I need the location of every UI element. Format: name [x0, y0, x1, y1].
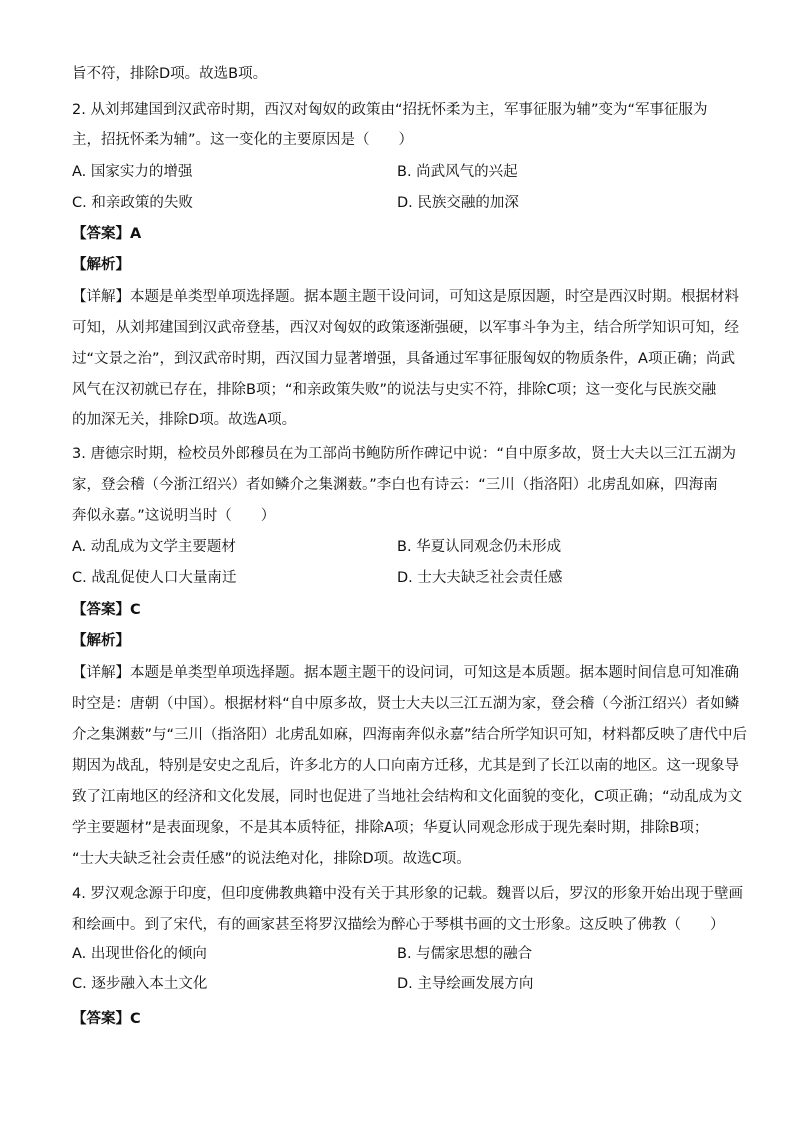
answer-option: C. 和亲政策的失败: [72, 195, 193, 211]
section-heading: 【答案】A: [72, 226, 142, 242]
paragraph-line: 奔似永嘉。”这说明当时（ ）: [72, 508, 276, 524]
paragraph-line: 期因为战乱，特别是安史之乱后，许多北方的人口向南方迁移，尤其是到了长江以南的地区。这一现象导: [72, 758, 739, 774]
paragraph-line: 学主要题材”是表面现象，不是其本质特征，排除A项；华夏认同观念形成于现先秦时期，排除B项；: [72, 820, 709, 836]
paragraph-line: 和绘画中。到了宋代，有的画家甚至将罗汉描绘为醉心于琴棋书画的文士形象。这反映了佛教（ ）: [72, 917, 725, 933]
paragraph-line: 过“文景之治”，到汉武帝时期，西汉国力显著增强，具备通过军事征服匈奴的物质条件，A项正确；尚武: [72, 351, 735, 367]
answer-option: D. 主导绘画发展方向: [397, 976, 534, 992]
answer-option: D. 民族交融的加深: [397, 195, 519, 211]
answer-option: A. 动乱成为文学主要题材: [72, 539, 236, 555]
paragraph-line: 时空是：唐朝（中国）。根据材料“自中原多故，贤士大夫以三江五湖为家，登会稽（今浙江绍兴）者如鳞: [72, 696, 740, 712]
paragraph-line: 【详解】本题是单类型单项选择题。据本题主题干设问词，可知这是原因题，时空是西汉时期。根据材料: [72, 289, 739, 305]
answer-option: B. 华夏认同观念仍未形成: [397, 539, 562, 555]
paragraph-line: 2. 从刘邦建国到汉武帝时期，西汉对匈奴的政策由“招抚怀柔为主，军事征服为辅”变为“军事征服为: [72, 102, 708, 118]
paragraph-line: 家，登会稽（今浙江绍兴）者如鳞介之集渊薮。”李白也有诗云：“三川（指洛阳）北虏乱如麻，四海南: [72, 477, 718, 493]
answer-option: A. 国家实力的增强: [72, 164, 193, 180]
paragraph-line: 4. 罗汉观念源于印度，但印度佛教典籍中没有关于其形象的记载。魏晋以后，罗汉的形象开始出现于壁画: [72, 886, 743, 902]
answer-option: B. 与儒家思想的融合: [397, 946, 533, 962]
answer-option: D. 士大夫缺乏社会责任感: [397, 570, 563, 586]
section-heading: 【解析】: [72, 257, 130, 273]
answer-option: A. 出现世俗化的倾向: [72, 946, 207, 962]
paragraph-line: 旨不符，排除D项。故选B项。: [72, 66, 268, 82]
paragraph-line: 的加深无关，排除D项。故选A项。: [72, 412, 297, 428]
paragraph-line: 【详解】本题是单类型单项选择题。据本题主题干的设问词，可知这是本质题。据本题时间信息可知准确: [72, 665, 739, 681]
paragraph-line: “士大夫缺乏社会责任感”的说法绝对化，排除D项。故选C项。: [72, 851, 471, 867]
paragraph-line: 致了江南地区的经济和文化发展，同时也促进了当地社会结构和文化面貌的变化，C项正确；“动乱成为文: [72, 789, 743, 805]
paragraph-line: 3. 唐德宗时期，检校员外郎穆员在为工部尚书鲍防所作碑记中说：“自中原多故，贤士大夫以三江五湖为: [72, 446, 736, 462]
paragraph-line: 可知，从刘邦建国到汉武帝登基，西汉对匈奴的政策逐渐强硬，以军事斗争为主，结合所学知识可知，经: [72, 320, 739, 336]
section-heading: 【解析】: [72, 633, 130, 649]
paragraph-line: 风气在汉初就已存在，排除B项；“和亲政策失败”的说法与史实不符，排除C项；这一变化与民族交融: [72, 382, 717, 398]
section-heading: 【答案】C: [72, 1011, 141, 1027]
paragraph-line: 主，招抚怀柔为辅”。这一变化的主要原因是（ ）: [72, 132, 414, 148]
answer-option: B. 尚武风气的兴起: [397, 164, 518, 180]
answer-option: C. 战乱促使人口大量南迁: [72, 570, 237, 586]
section-heading: 【答案】C: [72, 602, 141, 618]
paragraph-line: 介之集渊薮”与“三川（指洛阳）北虏乱如麻，四海南奔似永嘉”结合所学知识可知，材料都反映了唐代中后: [72, 727, 748, 743]
answer-option: C. 逐步融入本土文化: [72, 976, 208, 992]
